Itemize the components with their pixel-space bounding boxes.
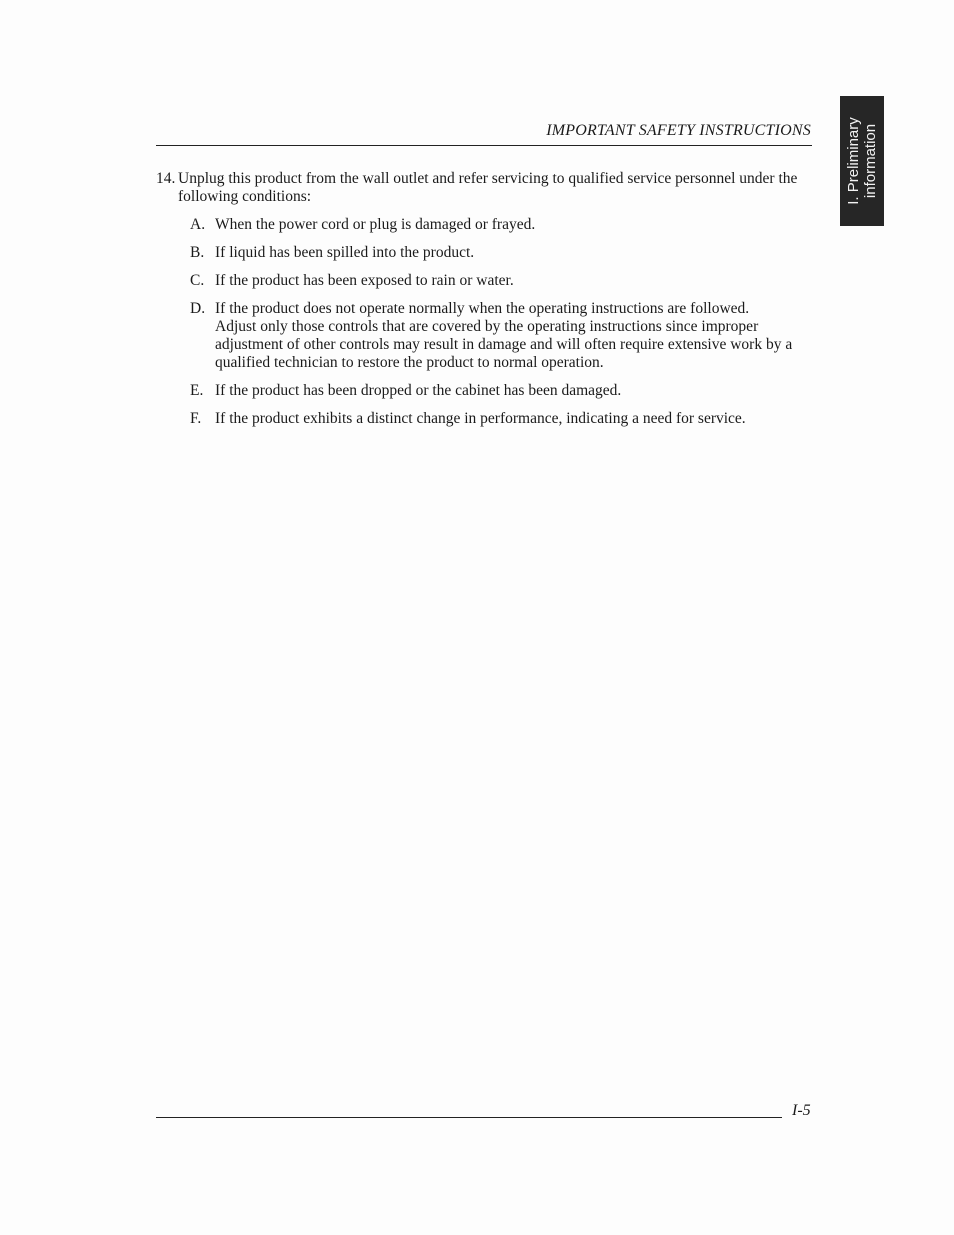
condition-letter: E. (190, 382, 204, 399)
instruction-item-14 (156, 170, 816, 206)
condition-letter: D. (190, 300, 206, 317)
condition-text: If liquid has been spilled into the product. (215, 244, 475, 261)
condition-letter: B. (190, 244, 205, 261)
condition-item-d (190, 300, 820, 372)
condition-text: When the power cord or plug is damaged or frayed. (215, 216, 536, 233)
condition-item-f (190, 410, 820, 428)
section-tab-label (845, 117, 879, 205)
condition-item-a (190, 216, 820, 234)
header-divider (156, 145, 812, 146)
condition-item-c (190, 272, 820, 290)
condition-letter: F. (190, 410, 202, 427)
condition-text: If the product has been exposed to rain or water. (215, 272, 514, 289)
item-text: Unplug this product from the wall outlet and refer servicing to qualified service personnel under the following conditions: (178, 170, 798, 205)
condition-item-b (190, 244, 820, 262)
footer-divider (156, 1117, 782, 1118)
condition-list (190, 216, 820, 438)
section-tab-line-2: information (862, 123, 879, 199)
condition-item-e (190, 382, 820, 400)
condition-letter: C. (190, 272, 205, 289)
item-number: 14. (156, 170, 176, 187)
condition-text: If the product exhibits a distinct change in performance, indicating a need for service. (215, 410, 746, 427)
condition-extra-text: Adjust only those controls that are covered by the operating instructions since improper adjustment of other controls may result in damage and will often require extensive work by a qualified technician to restore the product to normal operation. (215, 318, 793, 371)
condition-text: If the product has been dropped or the cabinet has been damaged. (215, 382, 622, 399)
section-tab (840, 96, 884, 226)
condition-text: If the product does not operate normally when the operating instructions are followed. (215, 300, 750, 317)
section-tab-line-1: I. Preliminary (845, 117, 862, 205)
page-number: I-5 (792, 1102, 811, 1119)
page-header-title: IMPORTANT SAFETY INSTRUCTIONS (546, 122, 811, 139)
condition-letter: A. (190, 216, 206, 233)
